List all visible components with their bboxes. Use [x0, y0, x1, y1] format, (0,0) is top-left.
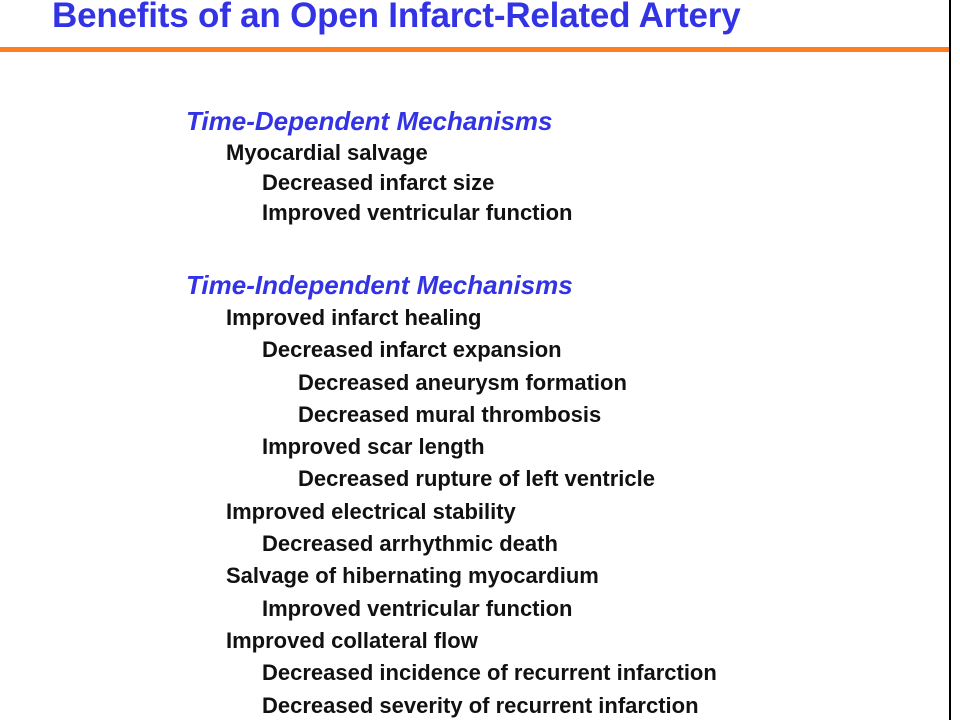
list-item: Decreased rupture of left ventricle	[298, 466, 656, 492]
list-item: Decreased infarct size	[262, 170, 495, 195]
list-item: Decreased incidence of recurrent infarction	[262, 660, 717, 686]
list-item: Decreased infarct expansion	[262, 337, 562, 363]
section-time-dependent	[186, 104, 573, 228]
list-item: Improved ventricular function	[262, 200, 573, 225]
list-item: Decreased arrhythmic death	[262, 531, 558, 557]
section-heading: Time-Dependent Mechanisms	[186, 106, 553, 136]
list-item: Decreased aneurysm formation	[298, 369, 627, 395]
section-heading: Time-Independent Mechanisms	[186, 270, 573, 300]
list-item: Improved scar length	[262, 434, 485, 460]
title-divider	[0, 47, 949, 52]
list-item: Improved infarct healing	[226, 305, 482, 330]
list-item: Myocardial salvage	[226, 140, 428, 165]
list-item: Salvage of hibernating myocardium	[226, 563, 599, 589]
list-item: Decreased mural thrombosis	[298, 401, 602, 427]
list-item: Improved collateral flow	[226, 627, 478, 653]
list-item: Improved ventricular function	[262, 595, 573, 621]
mechanism-list	[186, 138, 573, 228]
list-item: Decreased severity of recurrent infarction	[262, 692, 699, 718]
section-time-independent	[186, 268, 717, 720]
slide-title: Benefits of an Open Infarct-Related Artery	[52, 0, 741, 35]
list-item: Improved electrical stability	[226, 498, 516, 524]
mechanism-list	[186, 302, 717, 720]
slide-right-border	[949, 0, 951, 720]
